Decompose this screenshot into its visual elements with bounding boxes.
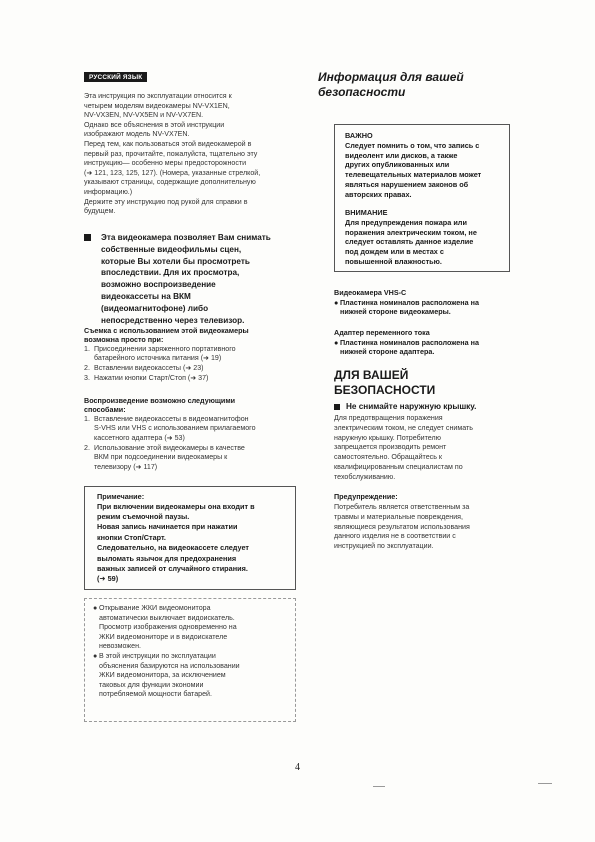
list-item: 2. Вставлении видеокассеты (➜ 23) bbox=[84, 364, 204, 372]
camera-label: Видеокамера VHS-C bbox=[334, 288, 407, 297]
list-item: ● Открывание ЖКИ видеомонитора автоматически выключает видоискатель. Просмотр изображения одновременно на ЖКИ видеомониторе и в видоискателе невозможен. bbox=[93, 604, 237, 651]
language-tag: РУССКИЙ ЯЗЫК bbox=[84, 72, 147, 82]
playback-section bbox=[84, 396, 304, 472]
note-title: Примечание: bbox=[97, 492, 145, 501]
cover-paragraph: Для предотвращения поражения электрическим током, не следует снимать наружную крышку. Потребителю запрещается производить ремонт самостоятельно. Обращайтесь к квалифицированным специалистам по техобслуживанию. bbox=[334, 414, 473, 481]
playback-methods-list bbox=[84, 415, 304, 473]
scan-artifact bbox=[538, 783, 552, 784]
list-item: ● Пластинка номиналов расположена на нижней стороне адаптера. bbox=[334, 337, 479, 357]
adapter-label: Адаптер переменного тока bbox=[334, 328, 430, 337]
bullet-dot-icon: ● bbox=[93, 651, 98, 660]
bullet-dot-icon: ● bbox=[334, 337, 339, 347]
square-bullet-icon bbox=[84, 234, 91, 241]
list-item: 1. Присоединении заряженного портативного батарейного источника питания (➜ 19) bbox=[84, 344, 236, 363]
list-item: 2. Использование этой видеокамеры в качестве ВКМ при подсоединении видеокамеры к телевизору (➜ 117) bbox=[84, 443, 245, 471]
warning-box bbox=[334, 124, 510, 272]
list-item: ● В этой инструкции по эксплуатации объяснения базируются на использовании ЖКИ видеомонитора, за исключением таковых для функции экономии потребляемой мощности батарей. bbox=[93, 651, 240, 699]
list-item: 3. Нажатии кнопки Старт/Стоп (➜ 37) bbox=[84, 373, 209, 382]
feature-highlight: Эта видеокамера позволяет Вам снимать собственные видеофильмы сцен, которые Вы хотели бы просмотреть впоследствии. Для их просмотра, возможно воспроизведение видеокассеты на ВКМ (видеомагнитофоне) либо непосредственно через телевизор. bbox=[84, 232, 324, 326]
cover-warning: Не снимайте наружную крышку. bbox=[334, 402, 514, 412]
square-bullet-icon bbox=[334, 404, 340, 410]
bullet-dot-icon: ● bbox=[93, 604, 98, 612]
page-title: Информация для вашей безопасности bbox=[318, 70, 464, 99]
warning-paragraph: Потребитель является ответственным за травмы и материальные повреждения, являющиеся результатом использования данного изделия не в соответствии с инструкцией по эксплуатации. bbox=[334, 503, 470, 551]
list-item: 1. Вставление видеокассеты в видеомагнитофон S-VHS или VHS с использованием прилагаемого кассетного адаптера (➜ 53) bbox=[84, 414, 256, 442]
page-number: 4 bbox=[295, 762, 300, 773]
important-heading: ВАЖНО bbox=[345, 131, 373, 140]
bullet-dot-icon: ● bbox=[334, 297, 339, 307]
note-box bbox=[84, 486, 296, 590]
caution-heading: ВНИМАНИЕ bbox=[345, 208, 388, 218]
safety-heading: ДЛЯ ВАШЕЙ БЕЗОПАСНОСТИ bbox=[334, 368, 436, 397]
scan-artifact bbox=[373, 786, 385, 787]
recording-section bbox=[84, 326, 304, 383]
lcd-info-box bbox=[84, 598, 296, 722]
recording-steps-list bbox=[84, 345, 304, 383]
camera-rating-section bbox=[334, 288, 524, 317]
important-text: Следует помнить о том, что запись с видеолент или дисков, а также других опубликованных или телевещательных материалов может являться нарушением законов об авторских правах. bbox=[345, 140, 482, 200]
note-body: При включении видеокамеры она входит в режим съемочной паузы. Новая запись начинается при нажатии кнопки Стоп/Старт. Следовательно, на видеокассете следует выломать язычок для предохранения важных записей от случайного стирания. (➜ 59) bbox=[97, 501, 255, 584]
caution-text: Для предупреждения пожара или поражения электрическим током, не следует оставлять данное изделие под дождем или в местах с повышенной влажностью. bbox=[345, 217, 477, 267]
intro-paragraph: Эта инструкция по эксплуатации относится к четырем моделям видеокамеры NV-VX1EN, NV-VX3EN, NV-VX5EN и NV-VX7EN. Однако все объяснения в этой инструкции изображают модель NV-VX7EN. Перед тем, как пользоваться этой видеокамерой в первый раз, прочитайте, пожалуйста, тщательно эту инструкцию— особенно меры предосторожности (➜ 121, 123, 125, 127). (Номера, указанные стрелкой, указывают страницы, содержащие дополнительную информацию.) Держите эту инструкцию под рукой для справки в будущем. bbox=[84, 92, 261, 216]
warning-label: Предупреждение: bbox=[334, 492, 398, 501]
section-title: Съемка с использованием этой видеокамеры возможна просто при: bbox=[84, 326, 249, 345]
list-item: ● Пластинка номиналов расположена на нижней стороне видеокамеры. bbox=[334, 297, 479, 317]
section-title: Воспроизведение возможно следующими способами: bbox=[84, 396, 236, 415]
adapter-rating-section bbox=[334, 328, 524, 357]
